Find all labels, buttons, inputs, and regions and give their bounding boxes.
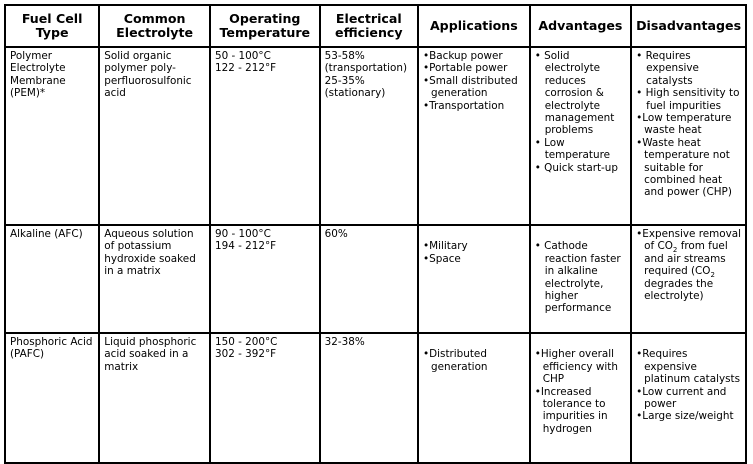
temp-celsius: 50 - 100°C bbox=[214, 50, 271, 62]
list-item: • Solid electrolyte reduces corrosion & electrolyte management problems bbox=[534, 50, 615, 137]
applications-cell bbox=[418, 47, 530, 225]
temp-celsius: 150 - 200°C bbox=[214, 336, 278, 348]
temp-fahrenheit: 122 - 212°F bbox=[214, 62, 277, 75]
temp-fahrenheit: 194 - 212°F bbox=[214, 240, 277, 253]
header-fuel-cell-type: Fuel Cell Type bbox=[5, 5, 99, 47]
list-item: •Portable power bbox=[423, 62, 508, 75]
electrolyte-cell: Solid organic polymer poly-perfluorosulfonic acid bbox=[99, 47, 210, 225]
fuel-cell-comparison-table bbox=[4, 4, 747, 464]
list-item: •Increased tolerance to impurities in hydrogen bbox=[534, 385, 608, 435]
electrolyte-cell: Liquid phosphoric acid soaked in a matrix bbox=[99, 333, 210, 463]
temperature-cell bbox=[210, 225, 320, 333]
temp-fahrenheit: 302 - 392°F bbox=[214, 348, 277, 361]
list-item: •Expensive removal of $CO_2$ from fuel and air streams required ($CO_2$ degrades the electrolyte) bbox=[636, 228, 742, 303]
list-item: • Low temperature bbox=[534, 136, 611, 162]
list-item: •Small distributed generation bbox=[423, 74, 518, 100]
fuel-cell-type-cell: Phosphoric Acid (PAFC) bbox=[5, 333, 99, 463]
list-item: •Waste heat temperature not suitable for combined heat and power (CHP) bbox=[636, 136, 732, 199]
header-row bbox=[5, 5, 746, 47]
list-item: •Low current and power bbox=[636, 385, 727, 411]
list-item: •Military bbox=[423, 240, 468, 253]
advantages-cell bbox=[530, 225, 631, 333]
list-item: •Higher overall efficiency with CHP bbox=[534, 348, 618, 386]
efficiency-value: 53-58% bbox=[324, 50, 365, 62]
table-row bbox=[5, 225, 746, 333]
efficiency-cell bbox=[320, 47, 418, 225]
efficiency-note: (stationary) bbox=[324, 87, 386, 100]
list-item: • High sensitivity to fuel impurities bbox=[636, 87, 740, 112]
advantages-cell bbox=[530, 47, 631, 225]
temperature-cell bbox=[210, 333, 320, 463]
list-item: • Quick start-up bbox=[534, 161, 618, 174]
temp-celsius: 90 - 100°C bbox=[214, 228, 271, 240]
header-disadvantages: Disadvantages bbox=[631, 5, 746, 47]
efficiency-cell bbox=[320, 225, 418, 333]
list-item: •Transportation bbox=[423, 99, 505, 112]
fuel-cell-type-cell: Polymer Electrolyte Membrane (PEM)* bbox=[5, 47, 99, 225]
list-item: •Distributed generation bbox=[423, 348, 488, 373]
list-item: • Cathode reaction faster in alkaline electrolyte, higher performance bbox=[534, 240, 621, 315]
table-row bbox=[5, 333, 746, 463]
efficiency-note: (transportation) bbox=[324, 62, 408, 75]
list-item: •Large size/weight bbox=[636, 410, 734, 423]
advantages-cell bbox=[530, 333, 631, 463]
efficiency-value: 60% bbox=[324, 228, 348, 240]
disadvantages-cell bbox=[631, 47, 746, 225]
electrolyte-cell: Aqueous solution of potassium hydroxide soaked in a matrix bbox=[99, 225, 210, 333]
list-item: •Space bbox=[423, 252, 461, 265]
temperature-cell bbox=[210, 47, 320, 225]
header-common-electrolyte: Common Electrolyte bbox=[99, 5, 210, 47]
table-row bbox=[5, 47, 746, 225]
list-item: •Requires expensive platinum catalysts bbox=[636, 348, 741, 386]
header-operating-temperature: Operating Temperature bbox=[210, 5, 320, 47]
applications-cell bbox=[418, 333, 530, 463]
efficiency-value: 32-38% bbox=[324, 336, 365, 348]
fuel-cell-type-cell: Alkaline (AFC) bbox=[5, 225, 99, 333]
header-applications: Applications bbox=[418, 5, 530, 47]
disadvantages-cell bbox=[631, 333, 746, 463]
header-advantages: Advantages bbox=[530, 5, 631, 47]
efficiency-cell bbox=[320, 333, 418, 463]
header-electrical-efficiency: Electrical efficiency bbox=[320, 5, 418, 47]
disadvantages-cell bbox=[631, 225, 746, 333]
list-item: • Requires expensive catalysts bbox=[636, 50, 699, 87]
efficiency-value: 25-35% bbox=[324, 74, 365, 87]
applications-cell bbox=[418, 225, 530, 333]
list-item: •Low temperature waste heat bbox=[636, 112, 732, 137]
list-item: •Backup power bbox=[423, 50, 503, 62]
